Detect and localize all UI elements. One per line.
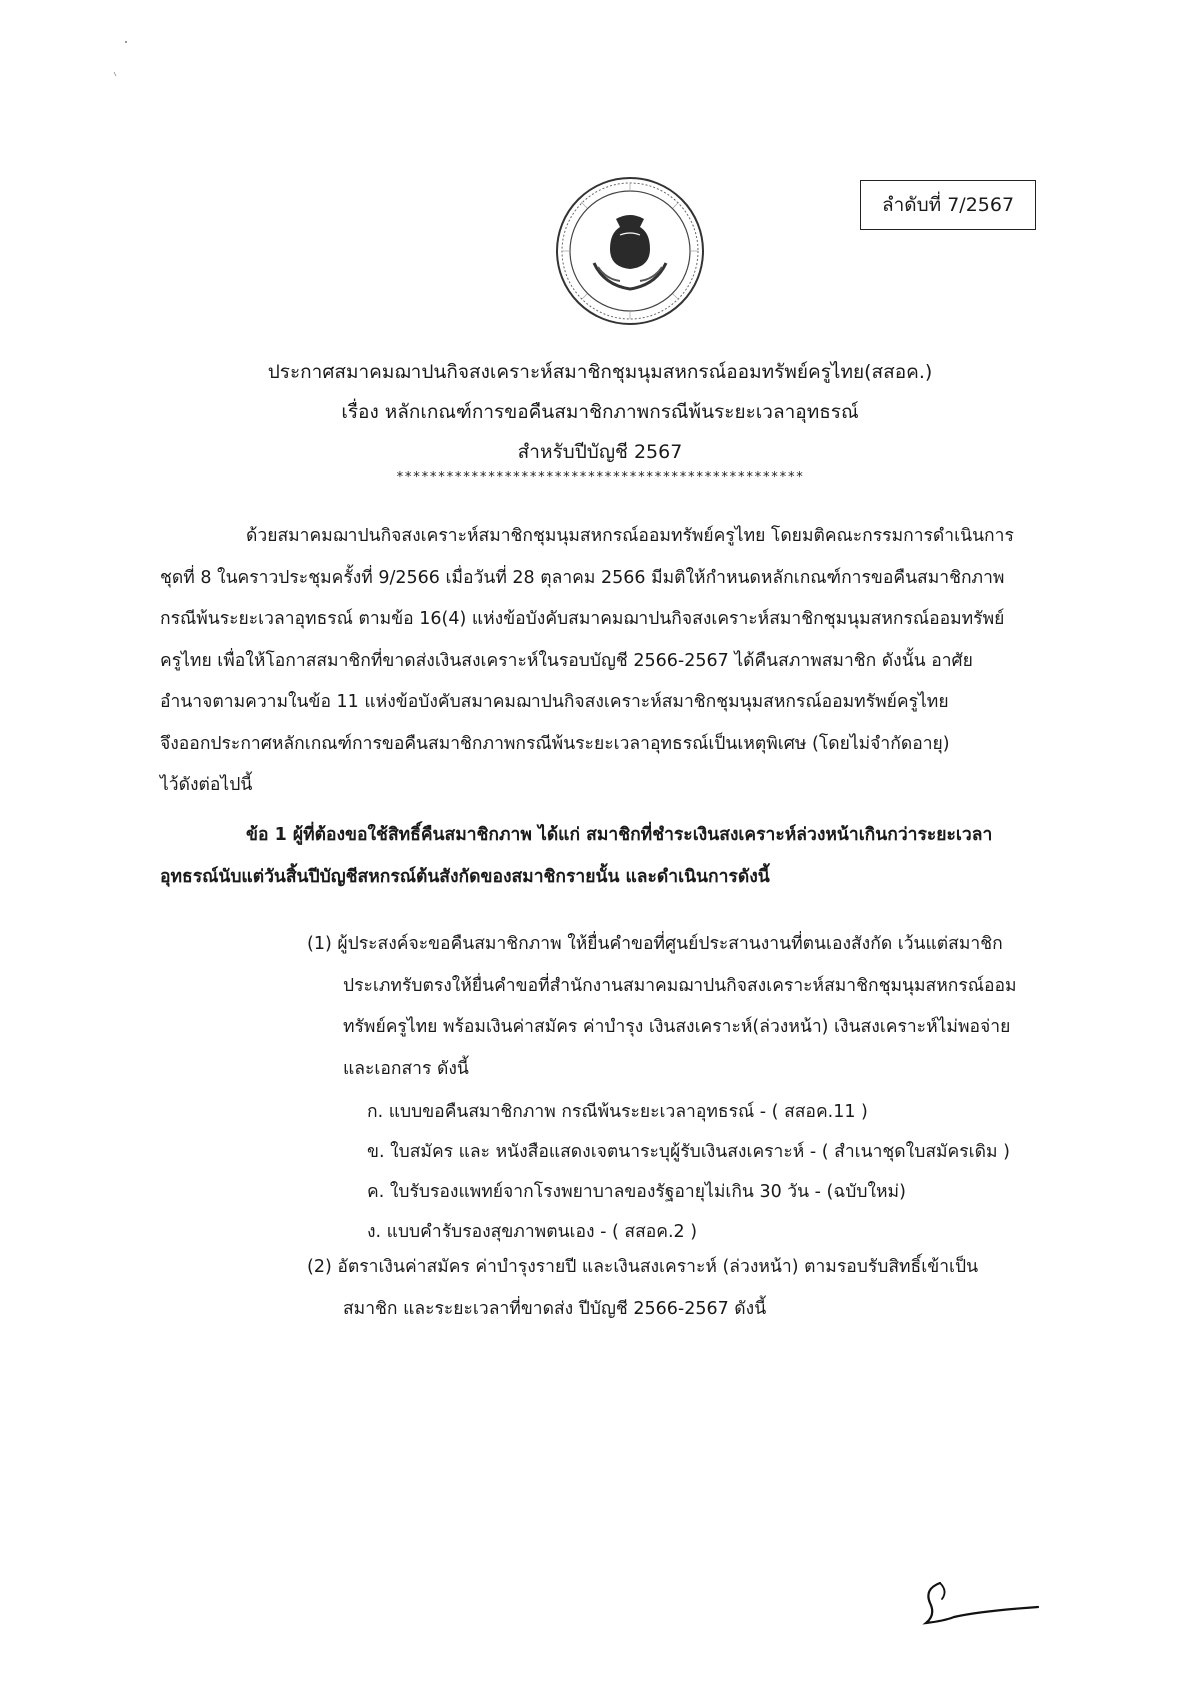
clause-1 bbox=[160, 815, 1080, 898]
association-seal-icon bbox=[554, 175, 706, 327]
intro-line: กรณีพ้นระยะเวลาอุทธรณ์ ตามข้อ 16(4) แห่งข้อบังคับสมาคมฌาปนกิจสงเคราะห์สมาชิกชุมนุมสหกรณ์ออมทรัพย์ bbox=[160, 609, 1005, 629]
item-1-line: ทรัพย์ครูไทย พร้อมเงินค่าสมัคร ค่าบำรุง เงินสงเคราะห์(ล่วงหน้า) เงินสงเคราะห์ไม่พอจ่าย bbox=[343, 1017, 1011, 1037]
clause-1-line: อุทธรณ์นับแต่วันสิ้นปีบัญชีสหกรณ์ต้นสังกัดของสมาชิกรายนั้น และดำเนินการดังนี้ bbox=[160, 866, 770, 887]
intro-line: จึงออกประกาศหลักเกณฑ์การขอคืนสมาชิกภาพกรณีพ้นระยะเวลาอุทธรณ์เป็นเหตุพิเศษ (โดยไม่จำกัดอายุ) bbox=[160, 733, 950, 754]
handwritten-signature bbox=[910, 1575, 1045, 1635]
reference-number: ลำดับที่ 7/2567 bbox=[881, 194, 1015, 216]
clause-1-line: ข้อ 1 ผู้ที่ต้องขอใช้สิทธิ์คืนสมาชิกภาพ ได้แก่ สมาชิกที่ชำระเงินสงเคราะห์ล่วงหน้าเกินกว่าระยะเวลา bbox=[246, 825, 993, 845]
document-item: ค. ใบรับรองแพทย์จากโรงพยาบาลของรัฐอายุไม่เกิน 30 วัน - (ฉบับใหม่) bbox=[367, 1182, 906, 1202]
document-item: ข. ใบสมัคร และ หนังสือแสดงเจตนาระบุผู้รับเงินสงเคราะห์ - ( สำเนาชุดใบสมัครเดิม ) bbox=[367, 1142, 1010, 1162]
title-line-1: ประกาศสมาคมฌาปนกิจสงเคราะห์สมาชิกชุมนุมสหกรณ์ออมทรัพย์ครูไทย(สสอค.) bbox=[267, 361, 933, 383]
item-2-line: สมาชิก และระยะเวลาที่ขาดส่ง ปีบัญชี 2566-2567 ดังนี้ bbox=[343, 1298, 767, 1319]
item-2 bbox=[307, 1247, 1082, 1330]
intro-line: ไว้ดังต่อไปนี้ bbox=[160, 775, 253, 795]
item-1 bbox=[307, 924, 1082, 1090]
title-line-2: เรื่อง หลักเกณฑ์การขอคืนสมาชิกภาพกรณีพ้นระยะเวลาอุทธรณ์ bbox=[341, 401, 859, 423]
intro-paragraph bbox=[160, 516, 1080, 807]
document-item: ง. แบบคำรับรองสุขภาพตนเอง - ( สสอค.2 ) bbox=[367, 1222, 698, 1242]
reference-number-box bbox=[860, 180, 1036, 230]
intro-line: อำนาจตามความในข้อ 11 แห่งข้อบังคับสมาคมฌาปนกิจสงเคราะห์สมาชิกชุมนุมสหกรณ์ออมทรัพย์ครูไทย bbox=[160, 692, 949, 712]
item-1-line: (1) ผู้ประสงค์จะขอคืนสมาชิกภาพ ให้ยื่นคำขอที่ศูนย์ประสานงานที่ตนเองสังกัด เว้นแต่สมาชิก bbox=[307, 934, 1003, 954]
item-1-line: ประเภทรับตรงให้ยื่นคำขอที่สำนักงานสมาคมฌาปนกิจสงเคราะห์สมาชิกชุมนุมสหกรณ์ออม bbox=[343, 975, 1017, 996]
item-2-line: (2) อัตราเงินค่าสมัคร ค่าบำรุงรายปี และเงินสงเคราะห์ (ล่วงหน้า) ตามรอบรับสิทธิ์เข้าเป็น bbox=[307, 1257, 979, 1277]
item-1-line: และเอกสาร ดังนี้ bbox=[343, 1058, 469, 1079]
announcement-title bbox=[0, 352, 1200, 472]
title-separator: ************************************************* bbox=[395, 470, 804, 485]
document-item: ก. แบบขอคืนสมาชิกภาพ กรณีพ้นระยะเวลาอุทธรณ์ - ( สสอค.11 ) bbox=[367, 1102, 868, 1122]
intro-line: ด้วยสมาคมฌาปนกิจสงเคราะห์สมาชิกชุมนุมสหกรณ์ออมทรัพย์ครูไทย โดยมติคณะกรรมการดำเนินการ bbox=[246, 526, 1014, 546]
required-documents-list bbox=[367, 1092, 1087, 1252]
title-line-3: สำหรับปีบัญชี 2567 bbox=[517, 441, 683, 463]
scan-speck-marks bbox=[110, 38, 130, 88]
intro-line: ครูไทย เพื่อให้โอกาสสมาชิกที่ขาดส่งเงินสงเคราะห์ในรอบบัญชี 2566-2567 ได้คืนสภาพสมาชิก ดังนั้น อาศัย bbox=[160, 650, 973, 671]
intro-line: ชุดที่ 8 ในคราวประชุมครั้งที่ 9/2566 เมื่อวันที่ 28 ตุลาคม 2566 มีมติให้กำหนดหลักเกณฑ์การขอคืนสมาชิกภาพ bbox=[160, 567, 1005, 588]
